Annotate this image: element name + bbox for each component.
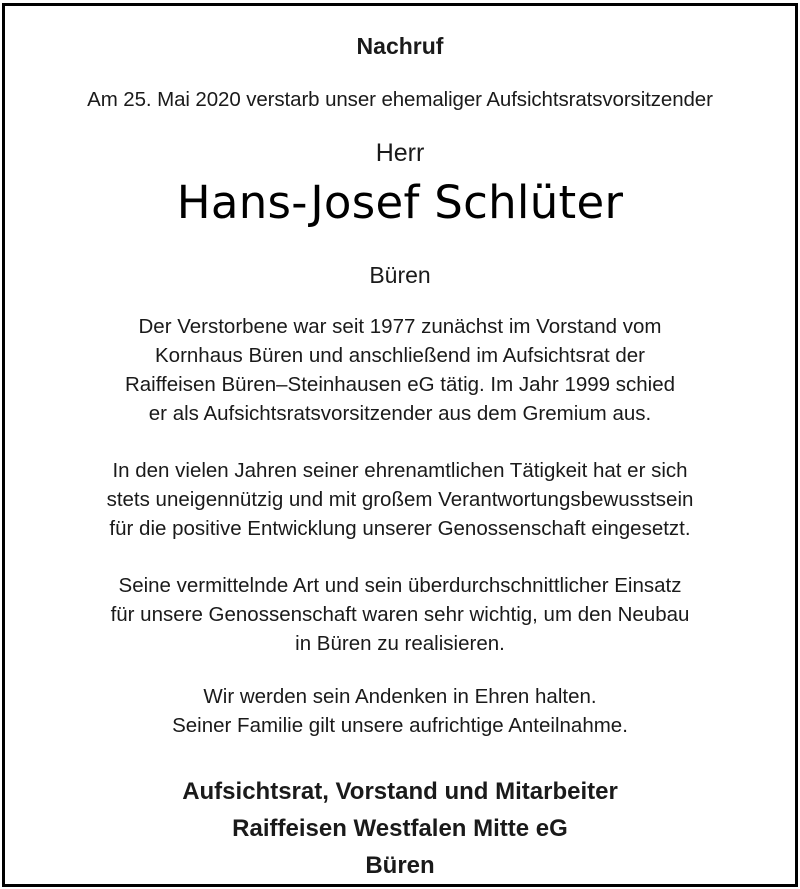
deceased-place: Büren: [369, 262, 431, 288]
paragraph-line: Wir werden sein Andenken in Ehren halten.: [203, 685, 597, 708]
signature-line: Büren: [365, 852, 435, 879]
paragraph-condolence: [5, 682, 795, 740]
paragraph-career: [5, 312, 795, 428]
paragraph-line: Seine vermittelnde Art und sein überdurchschnittlicher Einsatz: [118, 574, 682, 597]
paragraph-dedication: [5, 456, 795, 543]
deceased-name: Hans-Josef Schlüter: [176, 176, 624, 229]
salutation: Herr: [375, 139, 425, 167]
notice-heading: Nachruf: [356, 33, 444, 59]
paragraph-line: für unsere Genossenschaft waren sehr wichtig, um den Neubau: [110, 603, 690, 626]
obituary-notice: [2, 3, 798, 887]
paragraph-line: Seiner Familie gilt unsere aufrichtige Anteilnahme.: [172, 714, 628, 737]
intro-text: Am 25. Mai 2020 verstarb unser ehemaliger Aufsichtsratsvorsitzender: [87, 88, 713, 111]
signature-line: Raiffeisen Westfalen Mitte eG: [232, 815, 568, 842]
signature-block: [5, 773, 795, 884]
paragraph-line: In den vielen Jahren seiner ehrenamtlichen Tätigkeit hat er sich: [112, 459, 688, 482]
paragraph-line: für die positive Entwicklung unserer Genossenschaft eingesetzt.: [109, 517, 691, 540]
paragraph-line: in Büren zu realisieren.: [295, 632, 505, 655]
paragraph-contribution: [5, 571, 795, 658]
paragraph-line: Der Verstorbene war seit 1977 zunächst im Vorstand vom: [138, 315, 662, 338]
paragraph-line: er als Aufsichtsratsvorsitzender aus dem Gremium aus.: [148, 402, 652, 425]
paragraph-line: Kornhaus Büren und anschließend im Aufsichtsrat der: [155, 344, 645, 367]
paragraph-line: stets uneigennützig und mit großem Verantwortungsbewusstsein: [106, 488, 694, 511]
paragraph-line: Raiffeisen Büren–Steinhausen eG tätig. Im Jahr 1999 schied: [124, 373, 676, 396]
signature-line: Aufsichtsrat, Vorstand und Mitarbeiter: [182, 778, 618, 805]
